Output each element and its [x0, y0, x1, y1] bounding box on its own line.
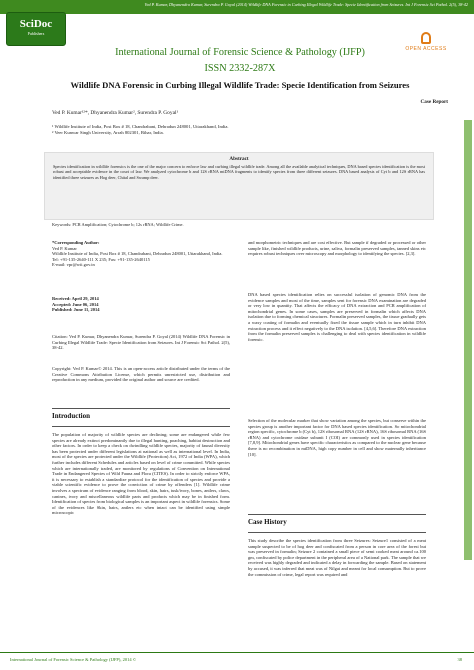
case-history-heading: Case History: [248, 518, 287, 526]
case-history-text: This study describe the species identification from three Seizures: Seizure1 consisted of a meat sample suspected to be of hog deer and confiscated from a person in core area of the forest but was preserved in formalin; Seizure 2 contained a small piece of semi cooked meat around ca.100 gm, confiscated by police department in the peripheral area of a National park. The sample that we received was highly degraded and indicated a delay in forwarding the sample. Based on statement by accused, it was inferred that meat was of Nilgai and meant for local consumption. But to prove the commission of crime, legal report was required and: [248, 538, 426, 577]
corr-phone: Tel: +91-135-2640-111 X 235; Fax: +91-135-2640115: [52, 256, 150, 262]
received-date: Received: April 29, 2014: [52, 296, 99, 301]
copyright-notice: Copyright: Ved P. Kumar© 2014. This is an open-access article distributed under the terms of the Creative Commons Attribution License, which permits unrestricted use, distribution and reproduction in any medium, provided the original author and source are credited.: [52, 366, 230, 383]
footer-journal: International Journal of Forensic Science & Pathology (IJFP), 2014 ©: [10, 657, 137, 662]
affiliation-2: ² Veer Kunwar Singh University, Arrah 802301, Bihar, India.: [52, 130, 164, 135]
body-paragraph: and morphometric techniques and are cost effective. But sample if degraded or processed or other sample like, finished wildlife products, urine, saliva, formalin preserved samples, tanned skins etc requires robust techniques over microscopy and morphology to identifying the species. [2,3].: [248, 240, 426, 257]
affiliations: [52, 124, 229, 136]
dates-block: [52, 296, 230, 313]
citation: Citation: Ved P. Kumar, Dhyanendra Kumar, Surendra P. Goyal (2014) Wildlife DNA Forensic in Curbing Illegal Wildlife Trade: Specie Identification from Seizures. Int J Forensic Sci Pathol. 2(5), 38-42.: [52, 334, 230, 351]
page-number: 38: [457, 657, 462, 662]
section-divider: [52, 408, 230, 409]
journal-issn: ISSN 2332-287X: [204, 63, 276, 74]
author-list: Ved P. Kumar¹²*, Dhyanendra Kumar², Surendra P. Goyal¹: [52, 110, 179, 116]
corr-name: Ved P. Kumar: [52, 245, 77, 251]
open-access-label: OPEN ACCESS: [405, 46, 447, 52]
page-footer: [0, 652, 474, 666]
introduction-heading: Introduction: [52, 412, 90, 420]
logo-text: SciDoc: [19, 18, 53, 30]
corr-address: Wildlife Institute of India, Post Box # 18, Chandrabani, Dehradun 248001, Uttarakhand, India.: [52, 251, 223, 257]
logo-subtext: Publishers: [27, 31, 45, 36]
section-divider: [52, 426, 230, 427]
journal-name: International Journal of Forensic Science & Pathology (IJFP): [115, 47, 365, 58]
published-date: Published: June 11, 2014: [52, 307, 100, 313]
running-head: Ved P. Kumar, Dhyanendra Kumar, Surendra P. Goyal (2014) Wildlife DNA Forensic in Curbing Illegal Wildlife Trade: Specie Identification from Seizures. Int J Forensic Sci Pathol. 2(5), 38-42: [0, 0, 474, 14]
abstract-heading: Abstract: [229, 156, 249, 162]
section-divider: [248, 514, 426, 515]
abstract-box: [44, 152, 434, 220]
body-paragraph: DNA based species identification relies on successful isolation of genomic DNA from the evidence samples and most of the time, samples sent for forensic DNA examination are degraded or very low in quantity. That affects the efficacy of DNA extraction and PCR amplification of mitochondrial genes. In some cases, samples are preserved in formalin which affects DNA isolation due to forming chemical structures. Formalin preserved samples, the tissue gradually gets a waxy coating of formalin and eventually fixed the tissue sample which in turn inhibit DNA extraction process and it effect negatively to the DNA isolation. [4,5,6]. Therefore DNA extraction from the formalin preserved samples is challenging to deal with species identification in wildlife forensic.: [248, 292, 426, 342]
open-access-badge: [398, 32, 454, 58]
corr-email[interactable]: E-mail: vpr@wii.gov.in: [52, 262, 95, 268]
body-paragraph: Selection of the molecular marker that show variation among the species, but conserve within the species group is another important factor for DNA based species identification. So mitochondrial region specific, cytochrome b (Cyt b), 12S ribosomal RNA (12S rRNA), 16S ribosomal RNA (16S rRNA) and cytochrome oxidase subunit I (COI) are commonly used in species identification [7,8,9]. Mitochondrial genes have specific characteristics as compared to the nuclear gene because there is no recombination in mtDNA, high copy number in cell and show maternally inheritance [10].: [248, 418, 426, 457]
keywords: Keywords: PCR Amplification; Cytochrome b; 12s rRNA; Wildlife Crime.: [52, 222, 184, 227]
affiliation-1: ¹ Wildlife Institute of India, Post Box # 18, Chandrabani, Dehradun 248001, Uttarakhand, India.: [52, 124, 229, 129]
abstract-text: Species identification in wildlife forensics is the one of the major concern to enforce law and curbing illegal wildlife trade. Among all the available analytical techniques, DNA based species identification is the most robust and acceptable evidence in the court of law. We analyzed cytochrome b and 12S rRNA mtDNA fragments to identify species from three different seizures. DNA based analysis of Cyt b and 12S rRNA has identified three seizures as Hog deer, Chital and Swamp deer.: [53, 164, 425, 180]
introduction-text: The population of majority of wildlife species are declining; some are endangered while few species are already extinct predominantly due to illegal hunting, poaching, habitat destruction and other factors. In order to keep a check on dwindling wildlife species, majority of faunal diversity has been protected under different legislations at national as well as international level. In India, most of the species are protected under the Wildlife (Protection) Act, 1972 of India (WPA), which further includes different Schedules and articles based on level of crime committed. While species which are internationally traded, are monitored by regulations of Convention on International Trade in Endangered Species of Wild Fauna and Flora (CITES). In order to strictly enforce WPA, it is necessary to establish a standardize protocol for the identification of species and provide a viable scientific evidence to prove the conviction of crime by offenders [1]. Wildlife crime involves a spectrum of evidence ranging from blood, skin, hairs, tusk/ivory, bones, antlers, claws, canines, ivory and miscellaneous wildlife parts and products which may be in finished form. Identification of species from biological samples is an important aspect in wildlife forensics. Some of the evidences like Skin, hairs, antlers etc when intact can be identified using simple microscopic: [52, 432, 230, 516]
accepted-date: Accepted: June 06, 2014: [52, 301, 99, 307]
open-lock-icon: [421, 32, 431, 44]
corr-label: *Corresponding Author:: [52, 240, 100, 245]
article-type: Case Report: [420, 99, 448, 105]
corresponding-author-block: [52, 240, 230, 268]
article-title: Wildlife DNA Forensic in Curbing Illegal Wildlife Trade: Specie Identification from Seizures: [70, 80, 410, 90]
side-bar-decoration: [464, 120, 472, 560]
section-divider: [248, 532, 426, 533]
publisher-logo: [6, 12, 66, 46]
